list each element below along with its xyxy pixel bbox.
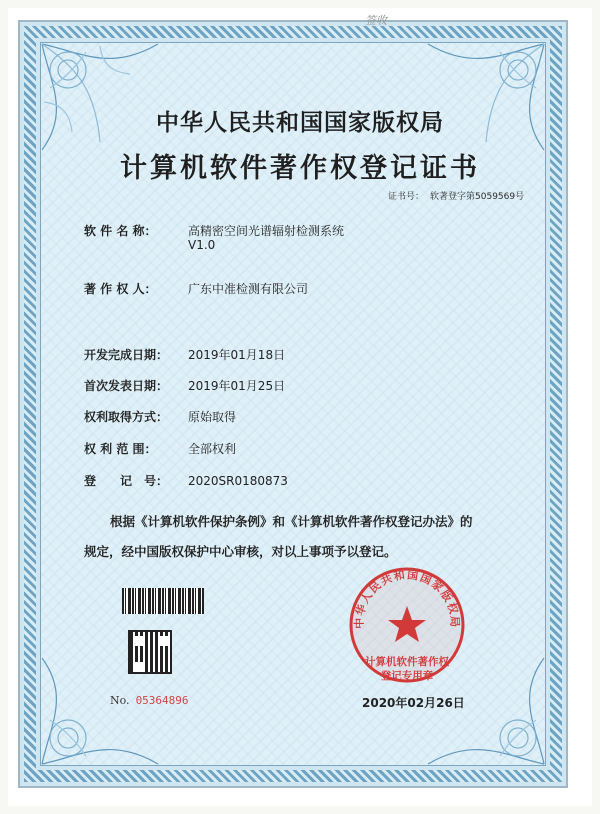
registration-label: 登 记 号： [84,474,169,488]
scope-value: 全部权利 [188,442,237,456]
owner-label: 著 作 权 人： [84,282,157,296]
scope-label: 权 利 范 围： [84,442,157,456]
software-name-row [84,222,344,239]
certificate-number-value: 软著登字第5059569号 [430,192,525,202]
issuing-authority: 中华人民共和国国家版权局 [156,109,444,136]
barcode [122,588,204,614]
issue-date: 2020年02月26日 [362,696,465,710]
software-name-label: 软 件 名 称： [84,224,157,238]
qr-code [128,630,172,674]
seal-text-line-1: 计算机软件著作权 [365,656,449,668]
owner-value: 广东中准检测有限公司 [188,282,309,296]
publish-date-value: 2019年01月25日 [188,379,286,393]
acquire-value: 原始取得 [188,410,237,424]
dev-date-value: 2019年01月18日 [188,348,286,362]
software-version: V1.0 [188,238,216,252]
certificate-title: 计算机软件著作权登记证书 [120,153,480,184]
acquire-label: 权利取得方式： [84,410,169,424]
publish-date-label: 首次发表日期： [84,379,169,393]
statement-line-1: 根据《计算机软件保护条例》和《计算机软件著作权登记办法》的 [110,514,473,529]
publish-date-row [84,377,285,394]
registration-row [84,472,288,489]
serial-value: 05364896 [135,694,189,707]
seal-text-line-2: 登记专用章 [380,670,434,682]
owner-row [84,280,308,297]
certificate-number [388,189,524,202]
seal-ring-text: 中华人民共和国国家版权局 [352,568,462,629]
scope-row [84,440,236,457]
software-name-value: 高精密空间光谱辐射检测系统 [188,224,345,238]
acquire-row [84,408,236,425]
serial-label: No. [110,694,130,707]
certificate-number-label: 证书号： [388,192,425,202]
statement-line-2: 规定，经中国版权保护中心审核，对以上事项予以登记。 [84,544,397,559]
dev-date-row [84,346,285,363]
serial-number [110,694,189,707]
registration-value: 2020SR0180873 [188,474,288,488]
dev-date-label: 开发完成日期： [84,348,169,362]
handwritten-annotation: 签收 [365,14,387,27]
